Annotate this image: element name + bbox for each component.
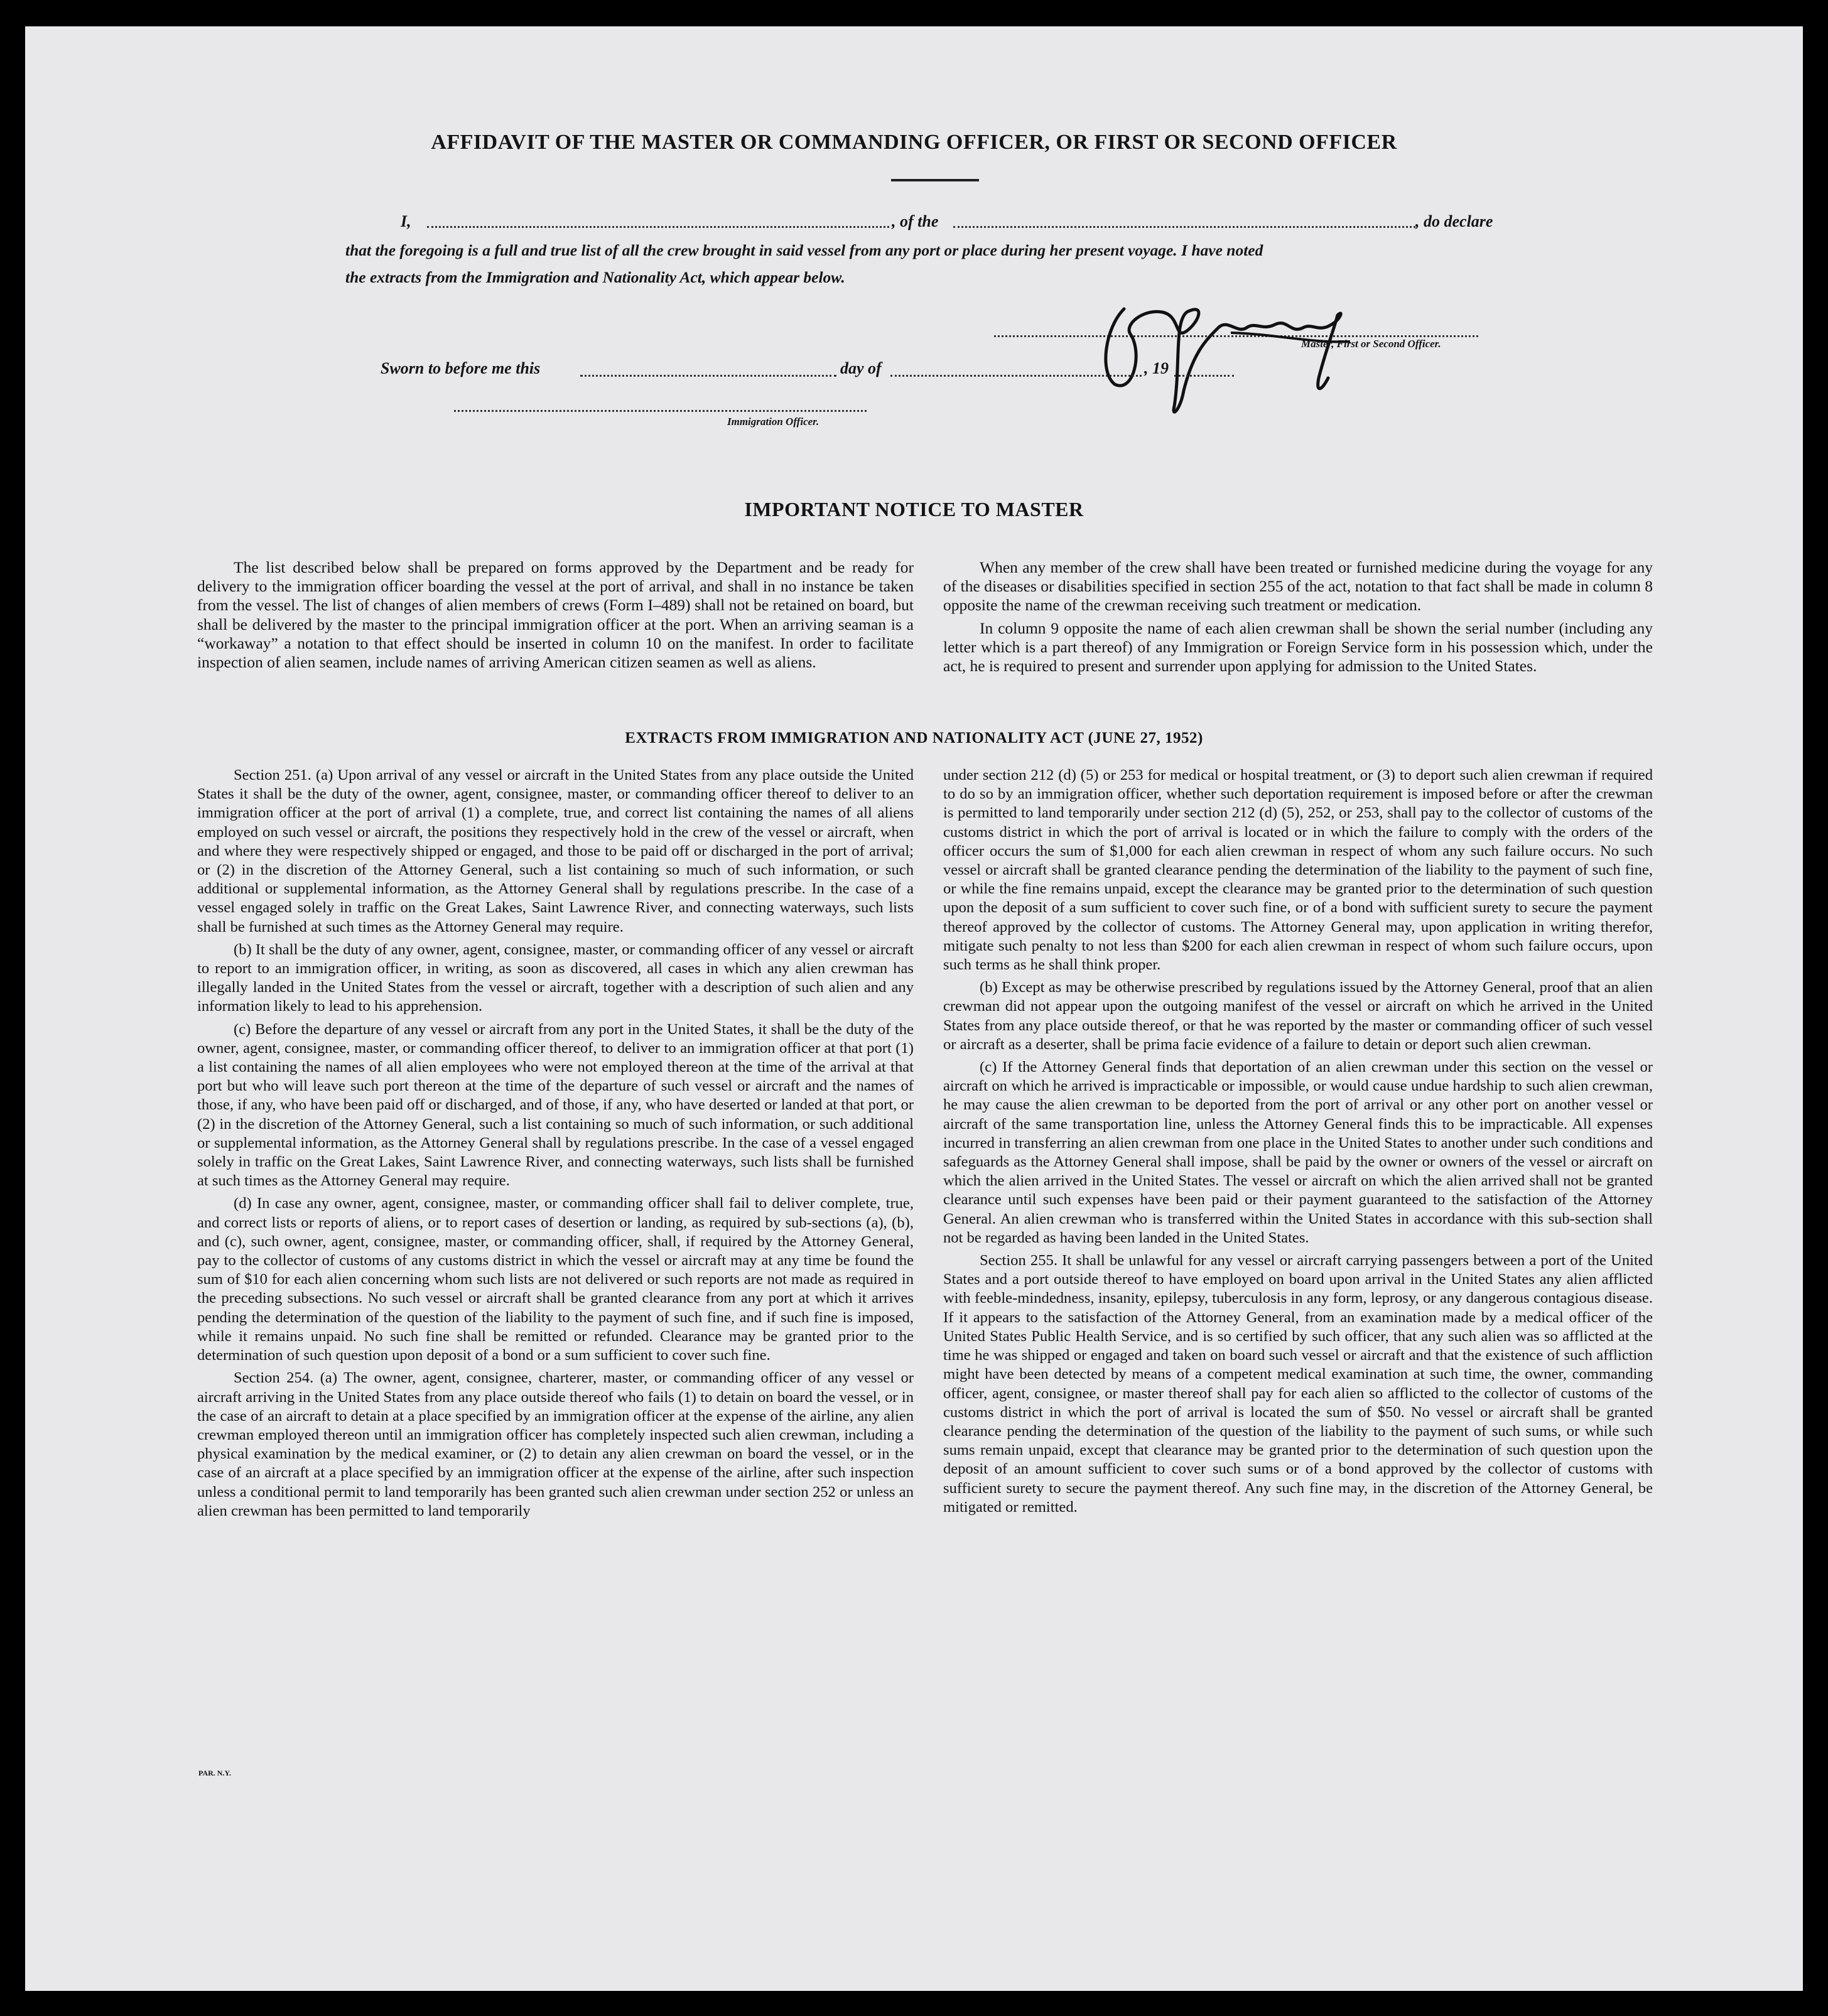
name-field-line[interactable] bbox=[427, 226, 889, 228]
section-254-a-continued: under section 212 (d) (5) or 253 for medical or hospital treatment, or (3) to deport such alien crewman if required to do so by an immigration officer, whether such deportation requirement is imposed before or after the crewman is permitted to land temporarily under section 212 (d) (5), 252, or 253, shall pay to the collector of customs of the customs district in which the port of arrival is located or in which the failure to comply with the orders of the officer occurs the sum of $1,000 for each alien crewman in respect of whom any such failure occurs. No such vessel or aircraft shall be granted clearance pending the determination of the liability to the payment of such fine, or while the fine remains unpaid, except the clearance may be granted prior to the determination of such question upon the deposit of a sum sufficient to cover such fine, or of a bond with sufficient surety to secure the payment thereof approved by the collector of customs. The Attorney General may, upon application in writing therefor, mitigate such penalty to not less than $200 for each alien crewman in respect of whom such failure occurs, upon such terms as he shall think proper. bbox=[943, 767, 1653, 974]
extracts-right-column bbox=[943, 766, 1653, 1521]
month-field-line[interactable] bbox=[890, 375, 1142, 377]
master-caption: Master, First or Second Officer. bbox=[1301, 338, 1441, 350]
extracts-title: EXTRACTS FROM IMMIGRATION AND NATIONALITY ACT (JUNE 27, 1952) bbox=[625, 730, 1203, 747]
section-254-c: (c) If the Attorney General finds that deportation of an alien crewman under this section on the vessel or aircraft on which he arrived is impracticable or impossible, or would cause undue hardship to such alien crewman, he may cause the alien crewman to be deported from the port of arrival or any other port on another vessel or aircraft of the same transportation line, unless the Attorney General finds this to be impracticable. All expenses incurred in transferring an alien crewman from one place in the United States to another under such conditions and safeguards as the Attorney General shall impose, shall be paid by the owner or owners of the vessel or aircraft on which the alien arrived in the United States. The vessel or aircraft on which the alien arrived shall not be granted clearance until such expenses have been paid or their payment guaranteed to the satisfaction of the Attorney General. An alien crewman who is transferred within the United States in accordance with this sub-section shall not be regarded as having been landed in the United States. bbox=[943, 1059, 1653, 1246]
affidavit-title: AFFIDAVIT OF THE MASTER OR COMMANDING OFFICER, OR FIRST OR SECOND OFFICER bbox=[431, 131, 1397, 154]
printer-mark: PAR. N.Y. bbox=[198, 1769, 232, 1777]
section-251-b: (b) It shall be the duty of any owner, agent, consignee, master, or commanding officer of any vessel or aircraft to report to an immigration officer, in writing, as soon as discovered, all cases in which any alien crewman has illegally landed in the United States from the vessel or aircraft, together with a description of such alien and any information likely to lead to his apprehension. bbox=[197, 941, 914, 1015]
of-the-label: , of the bbox=[892, 212, 939, 230]
vessel-field-line[interactable] bbox=[953, 226, 1415, 228]
day-of-label: day of bbox=[840, 359, 882, 377]
declaration-line-3: the extracts from the Immigration and Nationality Act, which appear below. bbox=[345, 268, 845, 286]
sworn-label: Sworn to before me this bbox=[381, 359, 541, 377]
section-255: Section 255. It shall be unlawful for any vessel or aircraft carrying passengers between a port of the United States and a port outside thereof to have employed on board upon arrival in the United States any alien afflicted with feeble-mindedness, insanity, epilepsy, tuberculosis in any form, leprosy, or any dangerous contagious disease. If it appears to the satisfaction of the Attorney General, from an examination made by a medical officer of the United States Public Health Service, and is so certified by such officer, that any such alien was so afflicted at the time he was shipped or engaged and taken on board such vessel or aircraft and that the existence of such affliction might have been detected by means of a competent medical examination at such time, the owner, commanding officer, agent, consignee, or master thereof shall pay for each alien so afflicted to the collector of customs of the customs district in which the port of arrival is located the sum of $50. No vessel or aircraft shall be granted clearance pending the determination of the question of the liability to the payment of such sums, or while such sums remain unpaid, except that clearance may be granted prior to the determination of such question upon the deposit of an amount sufficient to cover such sums or of a bond approved by the collector of customs with sufficient surety to secure the payment thereof. Any such fine may, in the discretion of the Attorney General, be mitigated or remitted. bbox=[943, 1252, 1653, 1516]
sworn-day-field-line[interactable] bbox=[580, 375, 836, 377]
do-declare-label: , do declare bbox=[1415, 212, 1493, 230]
year-field-line[interactable] bbox=[1174, 375, 1234, 377]
handwritten-signature bbox=[1086, 284, 1413, 428]
declaration-line-2: that the foregoing is a full and true list of all the crew brought in said vessel from any port or place during her present voyage. I have noted bbox=[345, 241, 1263, 259]
section-254-a: Section 254. (a) The owner, agent, consignee, charterer, master, or commanding officer of any vessel or aircraft arriving in the United States from any place outside thereof who fails (1) to detain on board the vessel, or in the case of an aircraft to detain at a place specified by an immigration officer at the expense of the airline, any alien crewman employed thereon until an immigration officer has completely inspected such alien crewman, including a physical examination by the medical examiner, or (2) to detain any alien crewman on board the vessel, or in the case of an aircraft at a place specified by an immigration officer at the expense of the airline, after such inspection unless a conditional permit to land temporarily has been granted such alien crewman under section 252 or unless an alien crewman has been permitted to land temporarily bbox=[197, 1369, 914, 1519]
section-254-b: (b) Except as may be otherwise prescribed by regulations issued by the Attorney General, proof that an alien crewman did not appear upon the outgoing manifest of the vessel or aircraft on which he arrived in the United States from any place outside thereof, or that he was reported by the master or commanding officer of such vessel or aircraft as a deserter, shall be prima facie evidence of a failure to detain or deport such alien crewman. bbox=[943, 979, 1653, 1053]
notice-left-column bbox=[197, 558, 914, 676]
notice-right-paragraph-2: In column 9 opposite the name of each alien crewman shall be shown the serial number (including any letter which is a part thereof) of any Immigration or Foreign Service form in his possession which, under the act, he is required to present and surrender upon applying for admission to the United States. bbox=[943, 618, 1653, 676]
extracts-left-column bbox=[197, 766, 914, 1524]
section-251-d: (d) In case any owner, agent, consignee, master, or commanding officer shall fail to deliver complete, true, and correct lists or reports of aliens, or to report cases of desertion or landing, as required by sub-sections (a), (b), and (c), such owner, agent, consignee, master, or commanding officer, shall, if required by the Attorney General, pay to the collector of customs of any customs district in which the vessel or aircraft may at any time be found the sum of $10 for each alien concerning whom such lists are not delivered or such reports are not made as required in the preceding subsections. No such vessel or aircraft shall be granted clearance from any port at which it arrives pending the determination of the question of the liability to the payment of such fine, and if such fine is imposed, while it remains unpaid. No such fine shall be remitted or refunded. Clearance may be granted prior to the determination of such question upon deposit of a bond or a sum sufficient to cover such fine. bbox=[197, 1195, 914, 1364]
immigration-officer-line[interactable] bbox=[454, 410, 867, 412]
notice-right-paragraph-1: When any member of the crew shall have been treated or furnished medicine during the voyage for any of the diseases or disabilities specified in section 255 of the act, notation to that fact shall be made in column 8 opposite the name of the crewman receiving such treatment or medication. bbox=[943, 558, 1653, 615]
notice-right-column bbox=[943, 558, 1653, 679]
notice-title: IMPORTANT NOTICE TO MASTER bbox=[744, 498, 1084, 520]
section-251-a: Section 251. (a) Upon arrival of any vessel or aircraft in the United States from any place outside the United States it shall be the duty of the owner, agent, consignee, master, or commanding officer thereof to deliver to an immigration officer at the port of arrival (1) a complete, true, and correct list containing the names of all aliens employed on such vessel or aircraft, the positions they respectively hold in the crew of the vessel or aircraft, when and where they were respectively shipped or engaged, and those to be paid off or discharged in the port of arrival; or (2) in the discretion of the Attorney General, such a list containing so much of such information, or such additional or supplemental information, as the Attorney General shall by regulations prescribe. In the case of a vessel engaged solely in traffic on the Great Lakes, Saint Lawrence River, and connecting waterways, such lists shall be furnished at such times as the Attorney General may require. bbox=[197, 767, 914, 935]
section-251-c: (c) Before the departure of any vessel or aircraft from any port in the United States, it shall be the duty of the owner, agent, consignee, master, or commanding officer thereof, to deliver to an immigration officer at that port (1) a list containing the names of all alien employees who were not employed thereon at the time of the arrival at that port but who will leave such port thereon at the time of the departure of such vessel or aircraft and the names of those, if any, who have been paid off or discharged, and of those, if any, who have deserted or landed at that port, or (2) in the discretion of the Attorney General, such a list containing so much of such information, or such additional or supplemental information, as the Attorney General shall by regulations prescribe. In the case of a vessel engaged solely in traffic on the Great Lakes, Saint Lawrence River, and connecting waterways, such lists shall be furnished at such times as the Attorney General may require. bbox=[197, 1020, 914, 1190]
i-label: I, bbox=[401, 212, 411, 230]
immigration-caption: Immigration Officer. bbox=[727, 416, 819, 428]
title-rule bbox=[891, 179, 979, 181]
document-page bbox=[25, 26, 1803, 1991]
notice-left-paragraph: The list described below shall be prepared on forms approved by the Department and be ready for delivery to the immigration officer boarding the vessel at the port of arrival, and shall in no instance be taken from the vessel. The list of changes of alien members of crews (Form I–489) shall not be retained on board, but shall be delivered by the master to the principal immigration officer at the port. When an arriving seaman is a “workaway” a notation to that effect should be inserted in column 10 on the manifest. In order to facilitate inspection of alien seamen, include names of arriving American citizen seamen as well as aliens. bbox=[197, 558, 914, 672]
year-label: , 19 bbox=[1144, 359, 1169, 377]
